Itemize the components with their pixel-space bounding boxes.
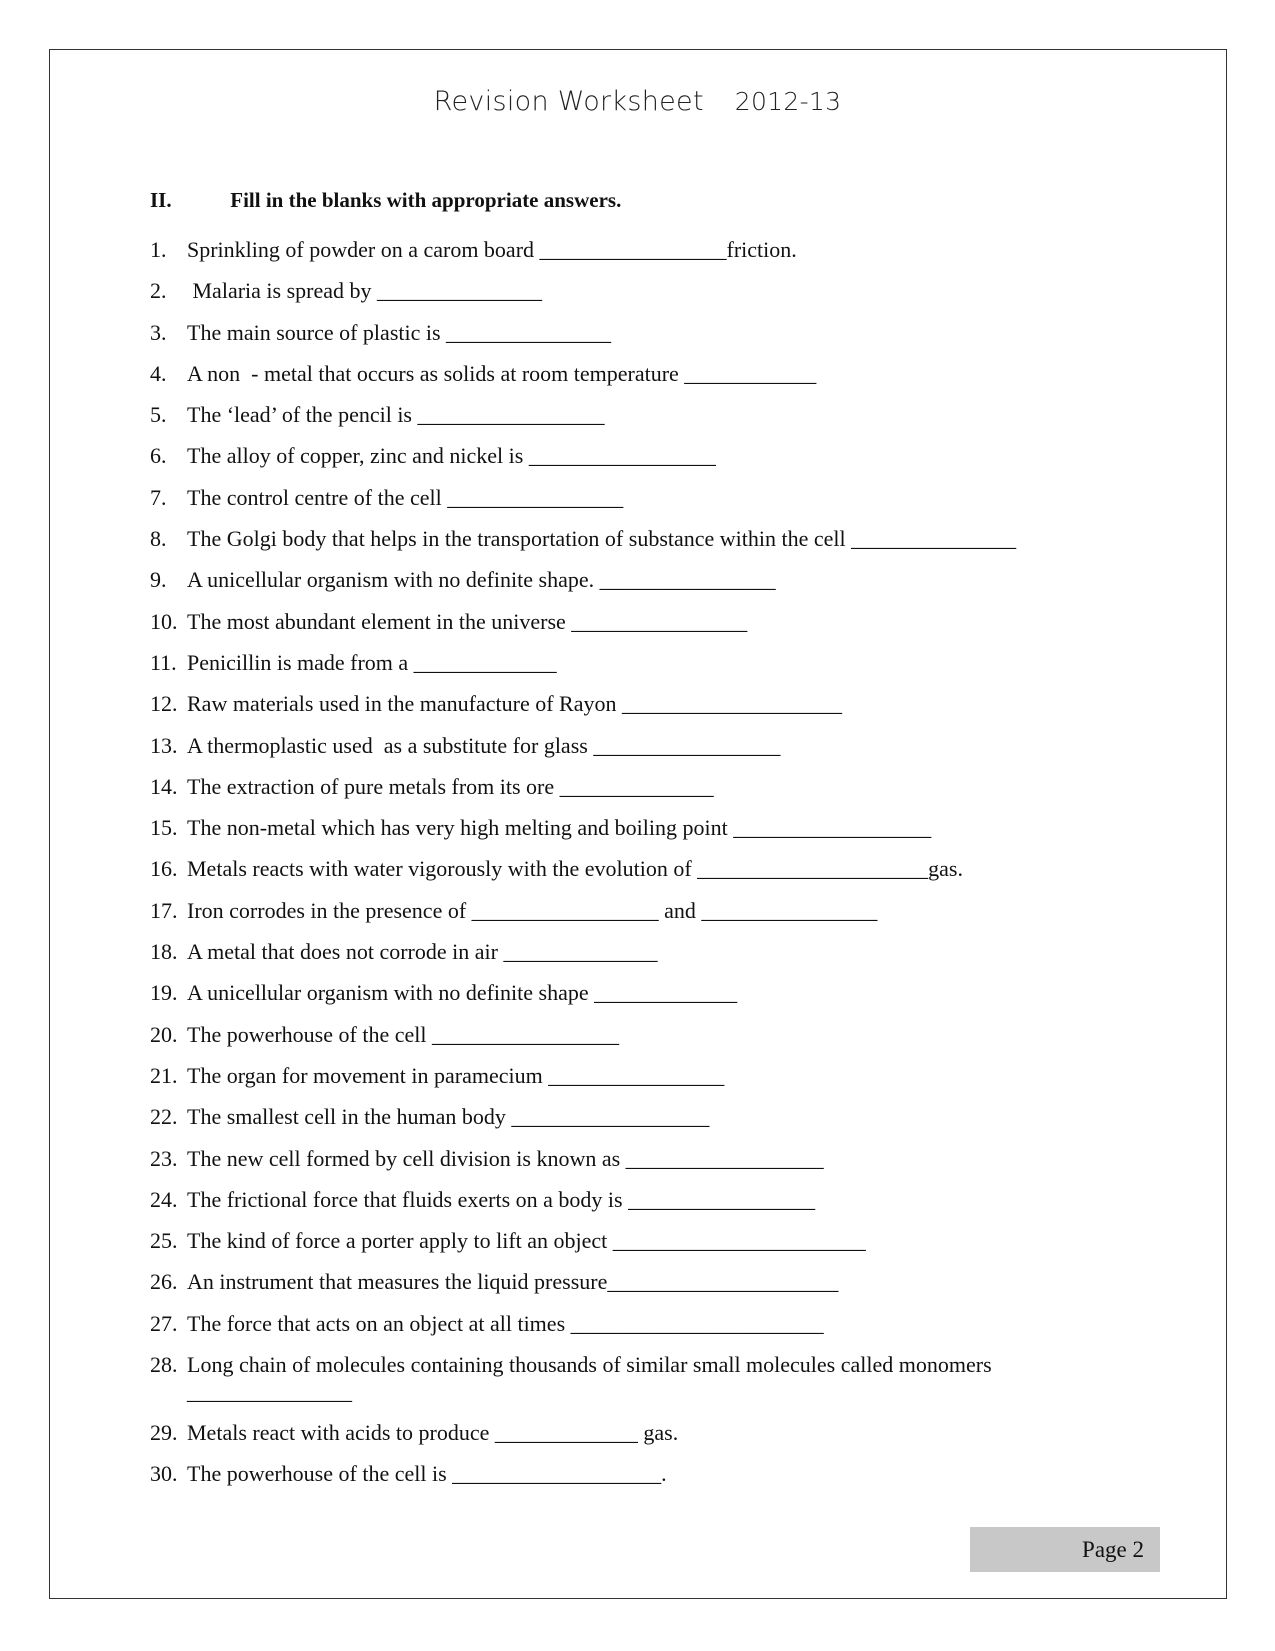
question-number: 3. xyxy=(150,319,167,345)
question-item xyxy=(150,1062,1110,1103)
question-item xyxy=(150,1419,1110,1460)
question-text: Iron corrodes in the presence of _________________ and ________________ xyxy=(187,897,878,923)
question-item xyxy=(150,855,1110,896)
title-text: Revision Worksheet xyxy=(433,86,704,117)
question-item xyxy=(150,236,1110,277)
question-number: 29. xyxy=(150,1420,178,1446)
question-text: The kind of force a porter apply to lift an object _______________________ xyxy=(187,1228,866,1254)
page-number-badge xyxy=(970,1527,1160,1572)
question-item xyxy=(150,690,1110,731)
section-heading xyxy=(150,188,621,213)
question-text: The force that acts on an object at all times _______________________ xyxy=(187,1310,824,1336)
question-text: Metals react with acids to produce _____________ gas. xyxy=(187,1420,679,1446)
question-item xyxy=(150,1310,1110,1351)
question-number: 15. xyxy=(150,815,178,841)
question-text: Malaria is spread by _______________ xyxy=(187,278,542,304)
question-item xyxy=(150,732,1110,773)
worksheet-title xyxy=(0,86,1275,117)
question-text: The new cell formed by cell division is known as __________________ xyxy=(187,1145,824,1171)
question-item xyxy=(150,442,1110,483)
question-item xyxy=(150,938,1110,979)
question-text: The organ for movement in paramecium ________________ xyxy=(187,1062,725,1088)
question-text: The non-metal which has very high melting and boiling point __________________ xyxy=(187,815,932,841)
question-item xyxy=(150,773,1110,814)
question-text: The frictional force that fluids exerts on a body is _________________ xyxy=(187,1186,816,1212)
question-item xyxy=(150,1227,1110,1268)
question-text: A thermoplastic used as a substitute for glass _________________ xyxy=(187,732,781,758)
question-number: 4. xyxy=(150,360,167,386)
page-number-label: Page 2 xyxy=(1082,1537,1144,1562)
question-text: The Golgi body that helps in the transportation of substance within the cell _______________ xyxy=(187,526,1017,552)
question-number: 28. xyxy=(150,1352,178,1378)
question-text: The powerhouse of the cell _________________ xyxy=(187,1021,619,1047)
question-item xyxy=(150,277,1110,318)
question-number: 16. xyxy=(150,856,178,882)
question-item xyxy=(150,1186,1110,1227)
question-text: A non - metal that occurs as solids at room temperature ____________ xyxy=(187,360,817,386)
question-text: The extraction of pure metals from its ore ______________ xyxy=(187,773,714,799)
question-item xyxy=(150,319,1110,360)
question-number: 14. xyxy=(150,773,178,799)
question-number: 27. xyxy=(150,1310,178,1336)
question-number: 30. xyxy=(150,1461,178,1487)
question-text: The main source of plastic is _______________ xyxy=(187,319,612,345)
question-item xyxy=(150,1460,1110,1501)
question-number: 2. xyxy=(150,278,167,304)
question-number: 8. xyxy=(150,526,167,552)
question-text: The most abundant element in the universe ________________ xyxy=(187,608,748,634)
question-item xyxy=(150,1103,1110,1144)
question-text: The alloy of copper, zinc and nickel is _________________ xyxy=(187,443,716,469)
question-number: 19. xyxy=(150,980,178,1006)
question-number: 23. xyxy=(150,1145,178,1171)
question-number: 7. xyxy=(150,484,167,510)
question-item xyxy=(150,360,1110,401)
question-text: An instrument that measures the liquid pressure_____________________ xyxy=(187,1269,839,1295)
question-item xyxy=(150,484,1110,525)
question-text: A unicellular organism with no definite shape _____________ xyxy=(187,980,738,1006)
question-item xyxy=(150,1021,1110,1062)
question-text: A metal that does not corrode in air ______________ xyxy=(187,939,658,965)
question-item xyxy=(150,814,1110,855)
question-text: The ‘lead’ of the pencil is _________________ xyxy=(187,402,605,428)
question-text: Long chain of molecules containing thousands of similar small molecules called monomers _______________ xyxy=(187,1352,998,1405)
question-number: 22. xyxy=(150,1104,178,1130)
question-number: 5. xyxy=(150,402,167,428)
question-item xyxy=(150,897,1110,938)
question-text: The smallest cell in the human body __________________ xyxy=(187,1104,710,1130)
question-item xyxy=(150,979,1110,1020)
question-text: Raw materials used in the manufacture of Rayon ____________________ xyxy=(187,691,842,717)
question-item xyxy=(150,1145,1110,1186)
question-number: 25. xyxy=(150,1228,178,1254)
title-year: 2012-13 xyxy=(734,87,842,116)
question-text: The control centre of the cell ________________ xyxy=(187,484,624,510)
section-number: II. xyxy=(150,188,172,212)
question-number: 12. xyxy=(150,691,178,717)
question-text: A unicellular organism with no definite shape. ________________ xyxy=(187,567,776,593)
question-item xyxy=(150,525,1110,566)
question-text: Sprinkling of powder on a carom board _________________friction. xyxy=(187,237,797,262)
question-item xyxy=(150,608,1110,649)
question-item xyxy=(150,566,1110,607)
question-text: Penicillin is made from a _____________ xyxy=(187,649,557,675)
question-text: Metals reacts with water vigorously with the evolution of _____________________gas. xyxy=(187,856,963,882)
question-number: 24. xyxy=(150,1186,178,1212)
question-number: 21. xyxy=(150,1062,178,1088)
question-item xyxy=(150,1351,1110,1419)
question-number: 13. xyxy=(150,732,178,758)
question-number: 1. xyxy=(150,237,167,262)
question-text: The powerhouse of the cell is ___________________. xyxy=(187,1461,667,1487)
question-number: 11. xyxy=(150,649,177,675)
question-number: 6. xyxy=(150,443,167,469)
question-item xyxy=(150,649,1110,690)
question-item xyxy=(150,401,1110,442)
question-number: 18. xyxy=(150,939,178,965)
question-number: 9. xyxy=(150,567,167,593)
question-number: 20. xyxy=(150,1021,178,1047)
question-list xyxy=(150,236,1110,1502)
question-number: 26. xyxy=(150,1269,178,1295)
section-instruction: Fill in the blanks with appropriate answers. xyxy=(230,188,622,212)
question-number: 17. xyxy=(150,897,178,923)
question-item xyxy=(150,1268,1110,1309)
question-number: 10. xyxy=(150,608,178,634)
